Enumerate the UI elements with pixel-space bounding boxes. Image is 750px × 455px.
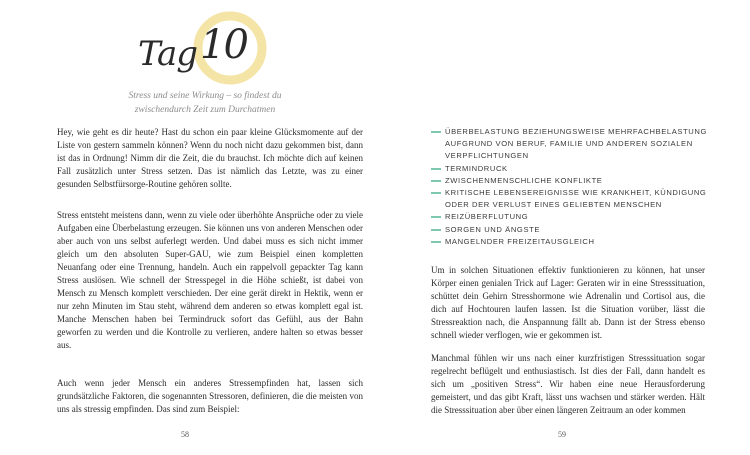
dash-bullet-icon <box>431 216 441 218</box>
list-item <box>431 126 721 163</box>
chapter-heading <box>130 8 280 88</box>
list-item <box>431 211 721 223</box>
heading-word: Tag <box>138 34 198 74</box>
body-paragraph: Auch wenn jeder Mensch ein anderes Stressempfinden hat, lassen sich grundsätzliche Faktoren, die sogenannten Stressoren, definieren, die die meisten von uns als stressig empfinden. Das sind zum Beispiel: <box>57 378 363 414</box>
list-item-line: KRITISCHE LEBENSEREIGNISSE WIE KRANKHEIT, KÜNDIGUNG <box>445 188 707 198</box>
dash-bullet-icon <box>431 180 441 182</box>
dash-bullet-icon <box>431 229 441 231</box>
stressor-list <box>431 126 721 248</box>
page-number: 59 <box>558 430 566 439</box>
body-paragraph: Um in solchen Situationen effektiv funktionieren zu können, hat unser Körper einen genialen Trick auf Lager: Geraten wir in eine Stresssituation, schüttet dein Gehirn Stresshormone wie Adrenalin und Cortisol aus, die dich auf Hochtouren laufen lassen. Ist die Situation vorüber, lässt die Stressreaktion nach, die Anspannung fällt ab. Dann ist der Stress ebenso schnell wieder verflogen, wie er gekommen ist. <box>431 265 705 340</box>
list-item-line: MANGELNDER FREIZEITAUSGLEICH <box>445 236 595 246</box>
dash-bullet-icon <box>431 168 441 170</box>
body-paragraph: Hey, wie geht es dir heute? Hast du schon ein paar kleine Glücksmomente auf der Liste von gestern sammeln können? Wenn du noch nicht dazu gekommen bist, dann ist das in Ordnung! Nimm dir die Zeit, die du brauchst. Ich möchte dich auf keinen Fall zusätzlich unter Stress setzen. Das ist nämlich das Letzte, was zu einer gesunden Selbstfürsorge-Routine gehören sollte. <box>57 127 363 189</box>
list-item-line: VERPFLICHTUNGEN <box>445 151 529 161</box>
list-item-line: ÜBERBELASTUNG BEZIEHUNGSWEISE MEHRFACHBELASTUNG <box>445 127 707 136</box>
list-item-line: ZWISCHENMENSCHLICHE KONFLIKTE <box>445 175 603 185</box>
list-item <box>431 224 721 236</box>
list-item <box>431 236 721 248</box>
list-item-line: SORGEN UND ÄNGSTE <box>445 224 541 234</box>
heading-number: 10 <box>200 22 247 68</box>
subtitle-line: zwischendurch Zeit zum Durchatmen <box>134 105 276 115</box>
dash-bullet-icon <box>431 131 441 133</box>
list-item <box>431 187 721 211</box>
list-item <box>431 163 721 175</box>
list-item <box>431 175 721 187</box>
dash-bullet-icon <box>431 192 441 194</box>
list-item-line: AUFGRUND VON BERUF, FAMILIE UND ANDEREN SOZIALEN <box>445 139 693 149</box>
dash-bullet-icon <box>431 241 441 243</box>
chapter-subtitle <box>55 89 355 117</box>
right-page <box>375 0 750 455</box>
list-item-line: TERMINDRUCK <box>445 163 508 173</box>
body-paragraph: Manchmal fühlen wir uns nach einer kurzfristigen Stresssituation sogar regelrecht beflügelt und enthusiastisch. Ist dies der Fall, dann handelt es sich um „positiven Stress“. Wir haben eine neue Herausforderung gemeistert, und das gibt Kraft, lässt uns wachsen und stärker werden. Hält die Stresssituation aber über einen längeren Zeitraum an oder kommen <box>431 353 705 415</box>
list-item-line: REIZÜBERFLUTUNG <box>445 212 529 222</box>
body-paragraph: Stress entsteht meistens dann, wenn zu viele oder überhöhte Ansprüche oder zu viele Aufgaben eine Überbelastung erzeugen. Sie können uns von anderen Menschen oder aber auch von uns selbst auferlegt werden. Und dabei muss es sich nicht immer gleich um den absoluten Super-GAU, wie zum Beispiel einen kompletten Neuanfang oder eine Trennung, handeln. Auch ein rappelvoll gepackter Tag kann Stress auslösen. Wie schnell der Stresspegel in die Höhe schießt, ist dabei von Mensch zu Mensch komplett verschieden. Der eine gerät direkt in Hektik, wenn er nur zehn Minuten im Stau steht, während dem anderen so etwas komplett egal ist. Manche Menschen haben bei Termindruck sofort das Gefühl, aus der Bahn geworfen zu werden und die Kontrolle zu verlieren, andere halten so etwas besser aus. <box>57 210 363 350</box>
page-number: 58 <box>181 430 189 439</box>
list-item-line: ODER DER VERLUST EINES GELIEBTEN MENSCHEN <box>445 200 662 210</box>
subtitle-line: Stress und seine Wirkung – so findest du <box>128 91 282 101</box>
